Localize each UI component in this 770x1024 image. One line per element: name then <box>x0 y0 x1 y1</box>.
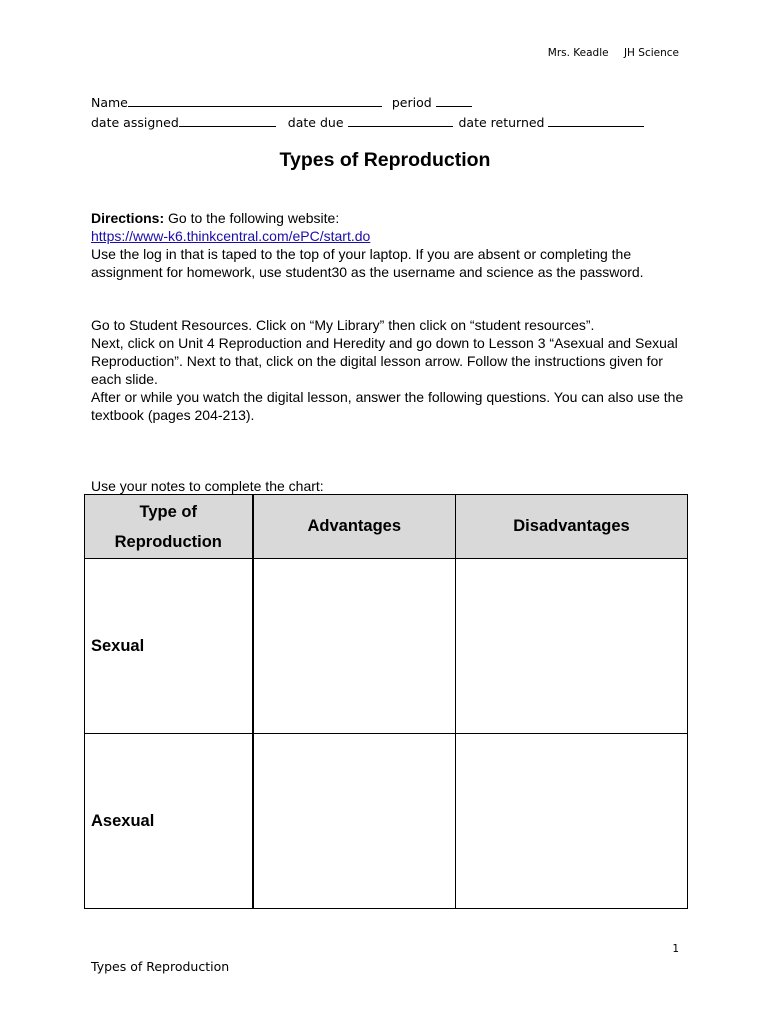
login-instructions: Use the log in that is taped to the top of your laptop. If you are absent or completing the assignment for homework, use student30 as the username and science as the password. <box>91 246 644 280</box>
reproduction-chart <box>84 494 688 909</box>
website-link[interactable]: https://www-k6.thinkcentral.com/ePC/start.do <box>91 228 371 244</box>
directions-lead-text: Go to the following website: <box>164 210 340 226</box>
chart-intro: Use your notes to complete the chart: <box>91 478 324 494</box>
directions-block <box>91 209 691 281</box>
header-type: Type of Reproduction <box>85 495 253 559</box>
name-label: Name <box>91 95 128 110</box>
directions-lead: Directions: <box>91 210 165 226</box>
disadvantages-cell[interactable] <box>456 734 688 909</box>
date-assigned-field[interactable] <box>179 114 276 127</box>
period-field[interactable] <box>436 94 472 107</box>
date-assigned-label: date assigned <box>91 115 179 130</box>
dates-line <box>91 114 644 130</box>
advantages-cell[interactable] <box>253 734 456 909</box>
page-number: 1 <box>672 943 679 955</box>
page-footer: Types of Reproduction <box>91 959 230 974</box>
disadvantages-cell[interactable] <box>456 559 688 734</box>
row-type-label: Sexual <box>85 559 253 734</box>
date-due-label: date due <box>287 115 344 130</box>
class-name: JH Science <box>623 47 679 59</box>
table-row <box>85 559 688 734</box>
date-returned-field[interactable] <box>548 114 644 127</box>
date-due-field[interactable] <box>348 114 453 127</box>
steps-block <box>91 316 691 424</box>
name-period-line <box>91 94 472 110</box>
page-header <box>548 47 679 59</box>
date-returned-label: date returned <box>458 115 545 130</box>
page-title: Types of Reproduction <box>279 149 491 171</box>
table-row <box>85 734 688 909</box>
teacher-name: Mrs. Keadle <box>547 47 609 59</box>
step-paragraph-1: Go to Student Resources. Click on “My Library” then click on “student resources”. <box>91 317 595 333</box>
advantages-cell[interactable] <box>253 559 456 734</box>
period-label: period <box>391 95 432 110</box>
chart-header-row <box>85 495 688 559</box>
header-advantages: Advantages <box>253 495 456 559</box>
row-type-label: Asexual <box>85 734 253 909</box>
step-paragraph-2: Next, click on Unit 4 Reproduction and Heredity and go down to Lesson 3 “Asexual and Sexual Reproduction”. Next to that, click on the digital lesson arrow. Follow the instructions given for each slide. <box>91 335 678 387</box>
name-field[interactable] <box>128 94 382 107</box>
header-disadvantages: Disadvantages <box>456 495 688 559</box>
step-paragraph-3: After or while you watch the digital lesson, answer the following questions. You can also use the textbook (pages 204-213). <box>91 389 684 423</box>
